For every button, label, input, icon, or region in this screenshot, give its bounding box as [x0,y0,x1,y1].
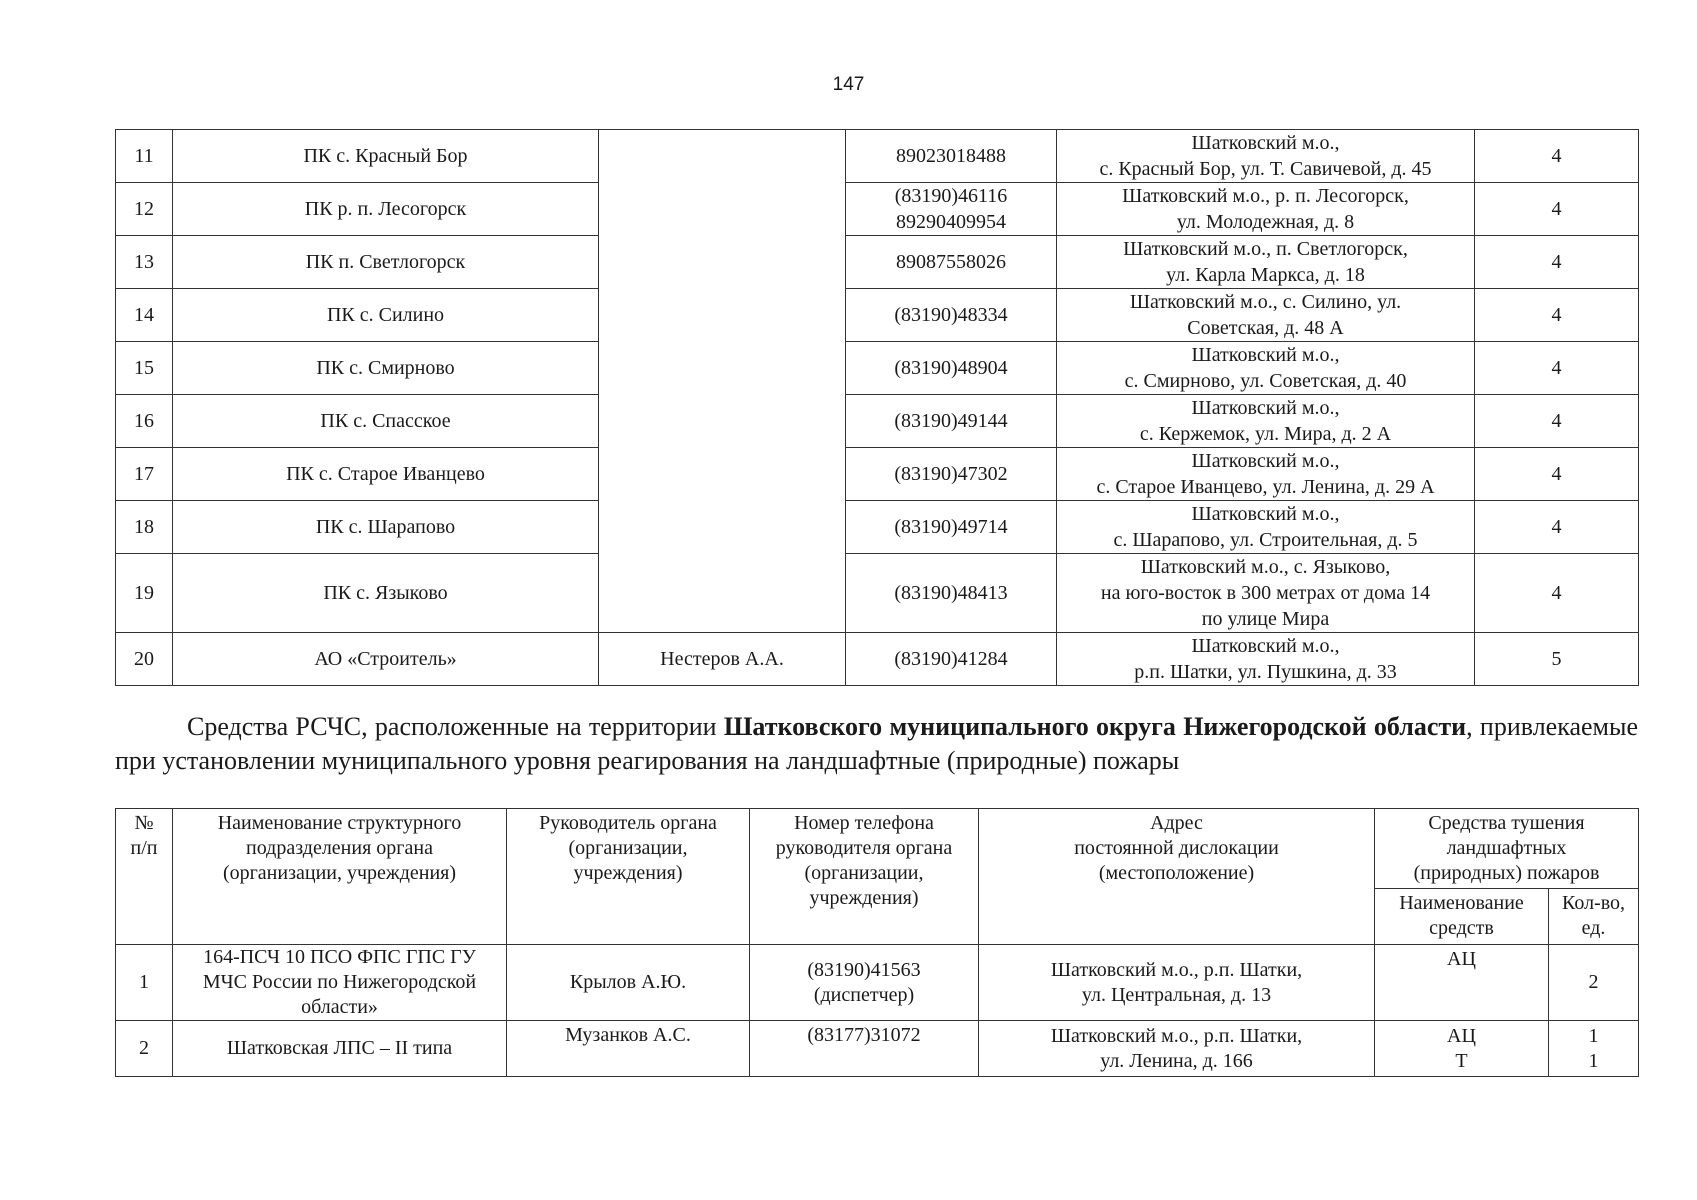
unit-name: ПК п. Светлогорск [173,236,599,289]
phone [750,1021,979,1077]
phone [846,633,1057,686]
row-number: 18 [116,501,173,554]
text-line: области» [301,996,378,1018]
text-line: Руководитель органа [539,812,717,834]
heading-text-end: , привлекаемые при установлении муниципального уровня реагирования на ландшафтные (природные) пожары [115,712,1638,775]
row-number: 11 [116,130,173,183]
count: 4 [1475,342,1639,395]
text-line: ул. Ленина, д. 166 [1100,1049,1253,1072]
count: 4 [1475,448,1639,501]
text-line: (83190)48334 [894,304,1008,326]
text-line: 2 [1588,971,1599,993]
text-line: Музанков А.С. [565,1024,691,1046]
table-row [116,554,1639,633]
text-line: постоянной дислокации [1074,837,1279,859]
address [1057,501,1475,554]
table-row [116,633,1639,686]
text-line: Наименование [1399,892,1524,914]
text-line: Кол-во, [1561,892,1626,914]
text-line: (83190)41563 [807,958,921,981]
phone [846,395,1057,448]
text-line: руководителя органа [775,837,953,859]
header-phone [750,809,979,945]
text-line: Шатковская ЛПС – II типа [226,1037,453,1059]
text-line: Шатковский м.о., [1191,503,1340,525]
unit-name: ПК с. Спасское [173,395,599,448]
text-line: на юго-восток в 300 метрах от дома 14 [1100,582,1431,604]
address [1057,236,1475,289]
phone [846,554,1057,633]
text-line: (83190)49714 [894,516,1008,538]
unit-name: ПК с. Старое Иванцево [173,448,599,501]
text-line: с. Смирново, ул. Советская, д. 40 [1124,370,1407,392]
header-unit-name [173,809,507,945]
text-line: № [134,812,154,834]
text-line: (местоположение) [1098,862,1255,884]
text-line: (83177)31072 [807,1024,921,1046]
head-name [507,1021,750,1077]
text-line: (природных) пожаров [1413,862,1600,884]
text-line: Наименование структурного [217,812,462,834]
row-number: 14 [116,289,173,342]
means-count [1549,945,1639,1021]
table-row [116,342,1639,395]
table-row [116,945,1639,1021]
text-line: с. Старое Иванцево, ул. Ленина, д. 29 А [1096,476,1435,498]
table-row [116,236,1639,289]
unit-name [173,1021,507,1077]
row-number: 13 [116,236,173,289]
address [1057,395,1475,448]
unit-name: ПК с. Смирново [173,342,599,395]
header-means-count [1549,889,1639,945]
text-line: Советская, д. 48 А [1187,317,1344,339]
text-line: (83190)46116 [894,185,1008,207]
address [979,945,1375,1021]
text-line: МЧС России по Нижегородской [202,971,477,993]
text-line: Шатковский м.о., с. Силино, ул. [1129,291,1402,313]
text-line: с. Кержемок, ул. Мира, д. 2 А [1139,423,1392,445]
text-line: Шатковский м.о., р. п. Лесогорск, [1122,185,1409,207]
row-number: 16 [116,395,173,448]
count: 4 [1475,183,1639,236]
text-line: Крылов А.Ю. [569,971,687,993]
text-line: 1 [1588,1024,1599,1047]
text-line: Т [1455,1049,1468,1072]
unit-name [173,945,507,1021]
text-line: Номер телефона [794,812,934,834]
count: 4 [1475,554,1639,633]
count: 4 [1475,289,1639,342]
count: 4 [1475,501,1639,554]
header-address [979,809,1375,945]
unit-name: ПК с. Красный Бор [173,130,599,183]
text-line: средств [1429,917,1494,939]
table-row [116,289,1639,342]
text-line: АЦ [1447,1024,1476,1047]
text-line: с. Шарапово, ул. Строительная, д. 5 [1113,529,1418,551]
head-name-merged [599,130,846,633]
head-name: Нестеров А.А. [599,633,846,686]
table-row [116,448,1639,501]
heading-text: Средства РСЧС, расположенные на территории [187,712,724,741]
table-row [116,183,1639,236]
phone [846,342,1057,395]
row-number: 12 [116,183,173,236]
text-line: АЦ [1447,948,1476,970]
text-line: Шатковский м.о., [1191,132,1340,154]
wildfire-response-table [115,808,1639,1077]
address [1057,633,1475,686]
text-line: с. Красный Бор, ул. Т. Савичевой, д. 45 [1099,158,1432,180]
text-line: (83190)48413 [894,582,1008,604]
means-name [1375,945,1549,1021]
text-line: ландшафтных [1446,837,1567,859]
text-line: (организации, учреждения) [222,862,457,884]
text-line: (организации, [804,862,924,884]
unit-name: ПК р. п. Лесогорск [173,183,599,236]
heading-bold-text: Шатковского муниципального округа Нижегородской области [723,712,1467,741]
text-line: 89290409954 [896,211,1006,233]
address [979,1021,1375,1077]
text-line: п/п [130,837,158,859]
address [1057,342,1475,395]
text-line: учреждения) [809,887,919,909]
text-line: 1 [1588,1049,1599,1072]
means-count [1549,1021,1639,1077]
header-means-name [1375,889,1549,945]
row-number: 19 [116,554,173,633]
row-number: 15 [116,342,173,395]
unit-name: ПК с. Шарапово [173,501,599,554]
phone [846,289,1057,342]
text-line: ед. [1581,917,1606,939]
page-number: 147 [832,74,865,95]
text-line: Шатковский м.о., [1191,344,1340,366]
text-line: подразделения органа [246,837,433,859]
means-name [1375,1021,1549,1077]
row-number: 2 [116,1021,173,1077]
text-line: учреждения) [573,862,683,884]
unit-name: ПК с. Языково [173,554,599,633]
row-number: 17 [116,448,173,501]
text-line: р.п. Шатки, ул. Пушкина, д. 33 [1134,661,1397,683]
table-row [116,1021,1639,1077]
phone [846,183,1057,236]
table-row [116,130,1639,183]
text-line: (83190)47302 [894,463,1008,485]
phone [846,130,1057,183]
text-line: 164-ПСЧ 10 ПСО ФПС ГПС ГУ [203,946,476,968]
text-line: Шатковский м.о., п. Светлогорск, [1123,238,1408,260]
text-line: 89023018488 [896,145,1006,167]
count: 4 [1475,130,1639,183]
text-line: Шатковский м.о., [1191,450,1340,472]
header-head [507,809,750,945]
header-means [1375,809,1639,889]
unit-name: АО «Строитель» [173,633,599,686]
count: 5 [1475,633,1639,686]
phone [846,236,1057,289]
text-line: Шатковский м.о., с. Языково, [1140,556,1391,578]
text-line: Адрес [1150,812,1203,834]
text-line: Шатковский м.о., р.п. Шатки, [1050,1024,1303,1047]
address [1057,130,1475,183]
address [1057,448,1475,501]
text-line: (83190)48904 [894,357,1008,379]
text-line: Средства тушения [1428,812,1585,834]
text-line: ул. Карла Маркса, д. 18 [1166,264,1365,286]
text-line: Шатковский м.о., [1191,635,1340,657]
text-line: (83190)49144 [894,410,1008,432]
row-number: 1 [116,945,173,1021]
address [1057,289,1475,342]
count: 4 [1475,395,1639,448]
text-line: Шатковский м.о., р.п. Шатки, [1050,958,1303,981]
phone [846,501,1057,554]
address [1057,183,1475,236]
table-row [116,395,1639,448]
address [1057,554,1475,633]
text-line: ул. Молодежная, д. 8 [1176,211,1355,233]
header-num [116,809,173,945]
phone [846,448,1057,501]
head-name [507,945,750,1021]
count: 4 [1475,236,1639,289]
phone [750,945,979,1021]
text-line: (83190)41284 [894,648,1008,670]
row-number: 20 [116,633,173,686]
section-heading [115,710,1638,778]
unit-name: ПК с. Силино [173,289,599,342]
text-line: 89087558026 [896,251,1006,273]
fire-units-table-continued [115,129,1639,686]
text-line: Шатковский м.о., [1191,397,1340,419]
table-row [116,501,1639,554]
text-line: по улице Мира [1201,608,1330,630]
text-line: (диспетчер) [813,983,915,1006]
text-line: ул. Центральная, д. 13 [1081,983,1272,1006]
text-line: (организации, [568,837,688,859]
